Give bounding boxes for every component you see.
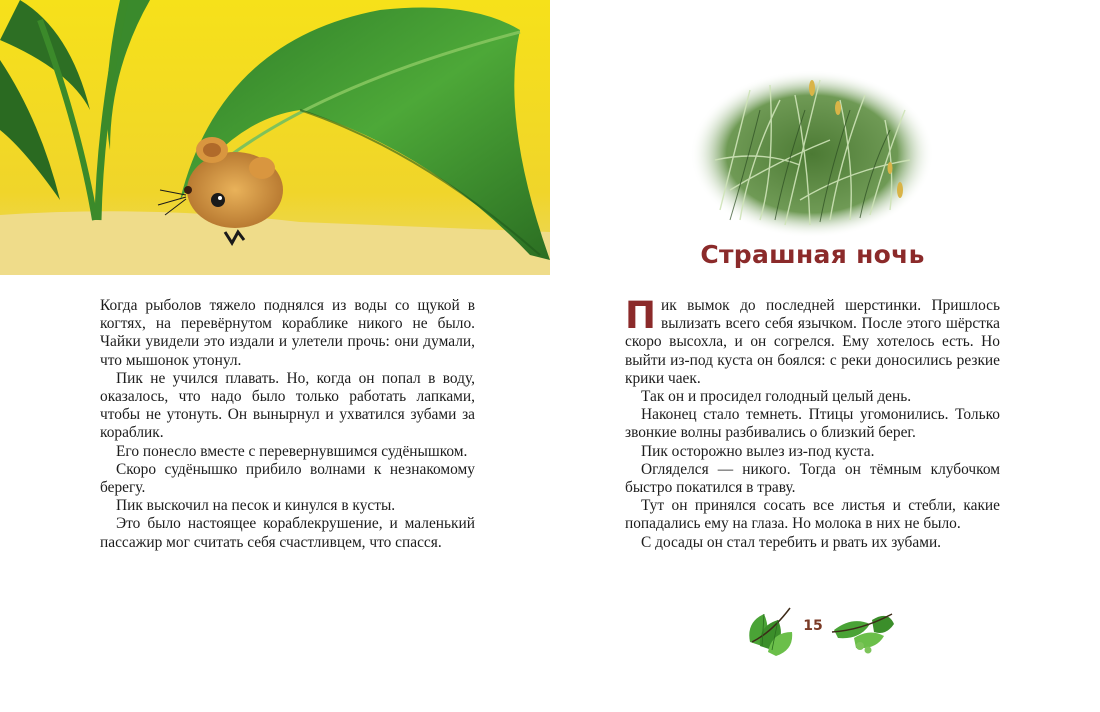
paragraph: Это было настоящее кораблекрушение, и маленький пассажир мог считать себя счастливцем, что спасся.: [100, 515, 475, 551]
paragraph: Огляделся — никого. Тогда он тёмным клубочком быстро покатился в траву.: [625, 460, 1000, 497]
paragraph: Скоро судёнышко прибило волнами к незнакомому берегу.: [100, 460, 475, 497]
opening-paragraph: [625, 294, 1000, 388]
paragraph: Когда рыболов тяжело поднялся из воды со щукой в когтях, на перевёрнутом кораблике никого не было. Чайки увидели это издали и улетели прочь: они думали, что мышонок утонул.: [100, 297, 475, 369]
paragraph: Пик выскочил на песок и кинулся в кусты.: [116, 497, 396, 515]
paragraph: Так он и просидел голодный целый день.: [641, 388, 912, 406]
grass-vignette: [690, 70, 935, 238]
left-page-text: [100, 297, 475, 552]
paragraph: Пик не учился плавать. Но, когда он попал в воду, оказалось, что надо было только работать лапками, чтобы не утонуть. Он вынырнул и ухватился зубами за кораблик.: [100, 369, 475, 442]
paragraph: С досады он стал теребить и рвать их зубами.: [641, 533, 942, 551]
right-leaf-icon: [832, 614, 894, 654]
opening-paragraph-text: ик вымок до последней шерстинки. Пришлось вылизать всего себя язычком. После этого шёрстка скоро высохла, и он согрелся. Ему хотелось есть. Но выйти из-под куста он боялся: с реки доносились резкие крики чаек.: [625, 297, 1000, 387]
right-page-text: [625, 294, 1000, 552]
drop-cap: П: [625, 294, 656, 337]
mouse-under-leaf-illustration: [0, 0, 550, 275]
paragraph: Его понесло вместе с перевернувшимся судёнышком.: [116, 442, 468, 460]
page-number: 15: [803, 618, 823, 634]
paragraph: Наконец стало темнеть. Птицы угомонились. Только звонкие волны разбивались о близкий берег.: [625, 406, 1000, 442]
paragraph: Пик осторожно вылез из-под куста.: [641, 442, 875, 460]
left-leaf-icon: [749, 608, 792, 656]
paragraph: Тут он принялся сосать все листья и стебли, какие попадались ему на глаза. Но молока в них не было.: [625, 497, 1000, 533]
chapter-title: Страшная ночь: [700, 240, 925, 269]
